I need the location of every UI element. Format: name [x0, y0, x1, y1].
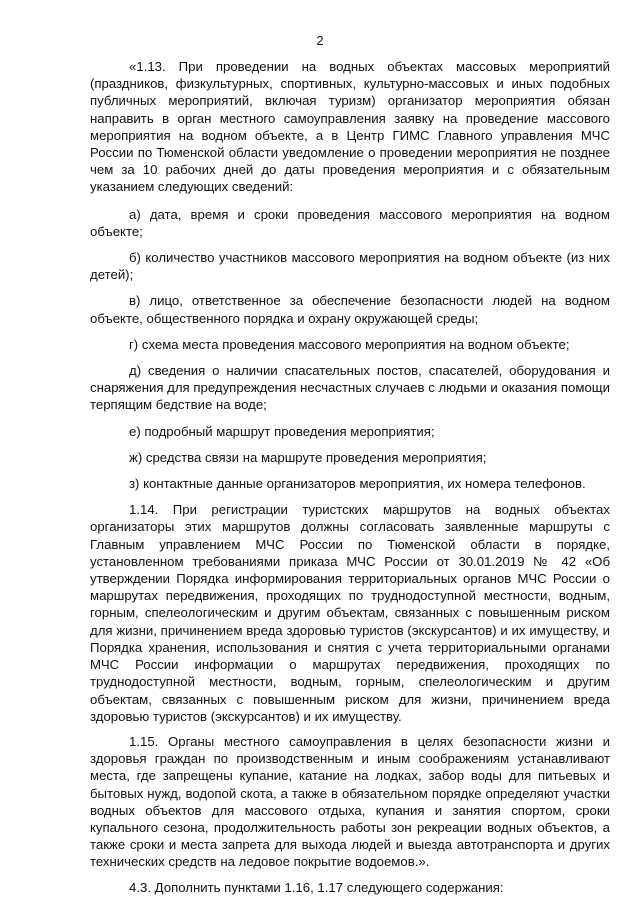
list-item-a: а) дата, время и сроки проведения массового мероприятия на водном объекте;	[90, 206, 610, 239]
paragraph-4-3: 4.3. Дополнить пунктами 1.16, 1.17 следующего содержания:	[129, 879, 504, 895]
list-item-b: б) количество участников массового мероприятия на водном объекте (из них детей);	[90, 250, 610, 283]
document-body	[90, 58, 610, 896]
paragraph-1-13: «1.13. При проведении на водных объектах массовых мероприятий (праздников, физкультурных, спортивных, культурно-массовых и иных подобных публичных мероприятий, включая туризм) организатор мероприятия обязан направить в орган местного самоуправления заявку на проведение массового мероприятия на водном объекте, а в Центр ГИМС Главного управления МЧС России по Тюменской области уведомление о проведении мероприятия не позднее чем за 10 рабочих дней до даты проведения мероприятия и с обязательным указанием следующих сведений:	[90, 59, 610, 195]
paragraph-1-14: 1.14. При регистрации туристских маршрутов на водных объектах организаторы этих маршрутов должны согласовать заявленные маршруты с Главным управлением МЧС России по Тюменской области в порядке, установленном требованиями приказа МЧС России от 30.01.2019 № 42 «Об утверждении Порядка информирования территориальных органов МЧС России о маршрутах передвижения, проходящих по труднодоступной местности, водным, горным, спелеологическим и другим объектам, связанных с повышенным риском для жизни, причинением вреда здоровью туристов (экскурсантов) и их имуществу, и Порядка хранения, использования и снятия с учета территориальными органами МЧС России информации о маршрутах передвижения, проходящих по труднодоступной местности, водным, горным, спелеологическим и другим объектам, связанных с повышенным риском для жизни, причинением вреда здоровью туристов (экскурсантов) и их имуществу.	[90, 502, 610, 724]
page-number: 2	[316, 33, 324, 48]
list-item-zh: ж) средства связи на маршруте проведения мероприятия;	[129, 449, 487, 465]
list-item-z: з) контактные данные организаторов мероприятия, их номера телефонов.	[129, 476, 586, 492]
list-item-g: г) схема места проведения массового мероприятия на водном объекте;	[129, 336, 570, 352]
list-item-v: в) лицо, ответственное за обеспечение безопасности людей на водном объекте, общественного порядка и охрану окружающей среды;	[90, 293, 610, 326]
list-item-e: е) подробный маршрут проведения мероприятия;	[129, 423, 435, 439]
list-item-d: д) сведения о наличии спасательных постов, спасателей, оборудования и снаряжения для предупреждения несчастных случаев с людьми и оказания помощи терпящим бедствие на воде;	[90, 363, 610, 413]
paragraph-1-15: 1.15. Органы местного самоуправления в целях безопасности жизни и здоровья граждан по производственным и иным соображениям устанавливают места, где запрещены купание, катание на лодках, забор воды для питьевых и бытовых нужд, водопой скота, а также в обязательном порядке определяют участки водных объектов для массового отдыха, купания и занятия спортом, сроки купального сезона, продолжительность работы зон рекреации водных объектов, а также сроки и места запрета для выхода людей и выезда автотранспорта и других технических средств на ледовое покрытие водоемов.».	[90, 733, 610, 870]
